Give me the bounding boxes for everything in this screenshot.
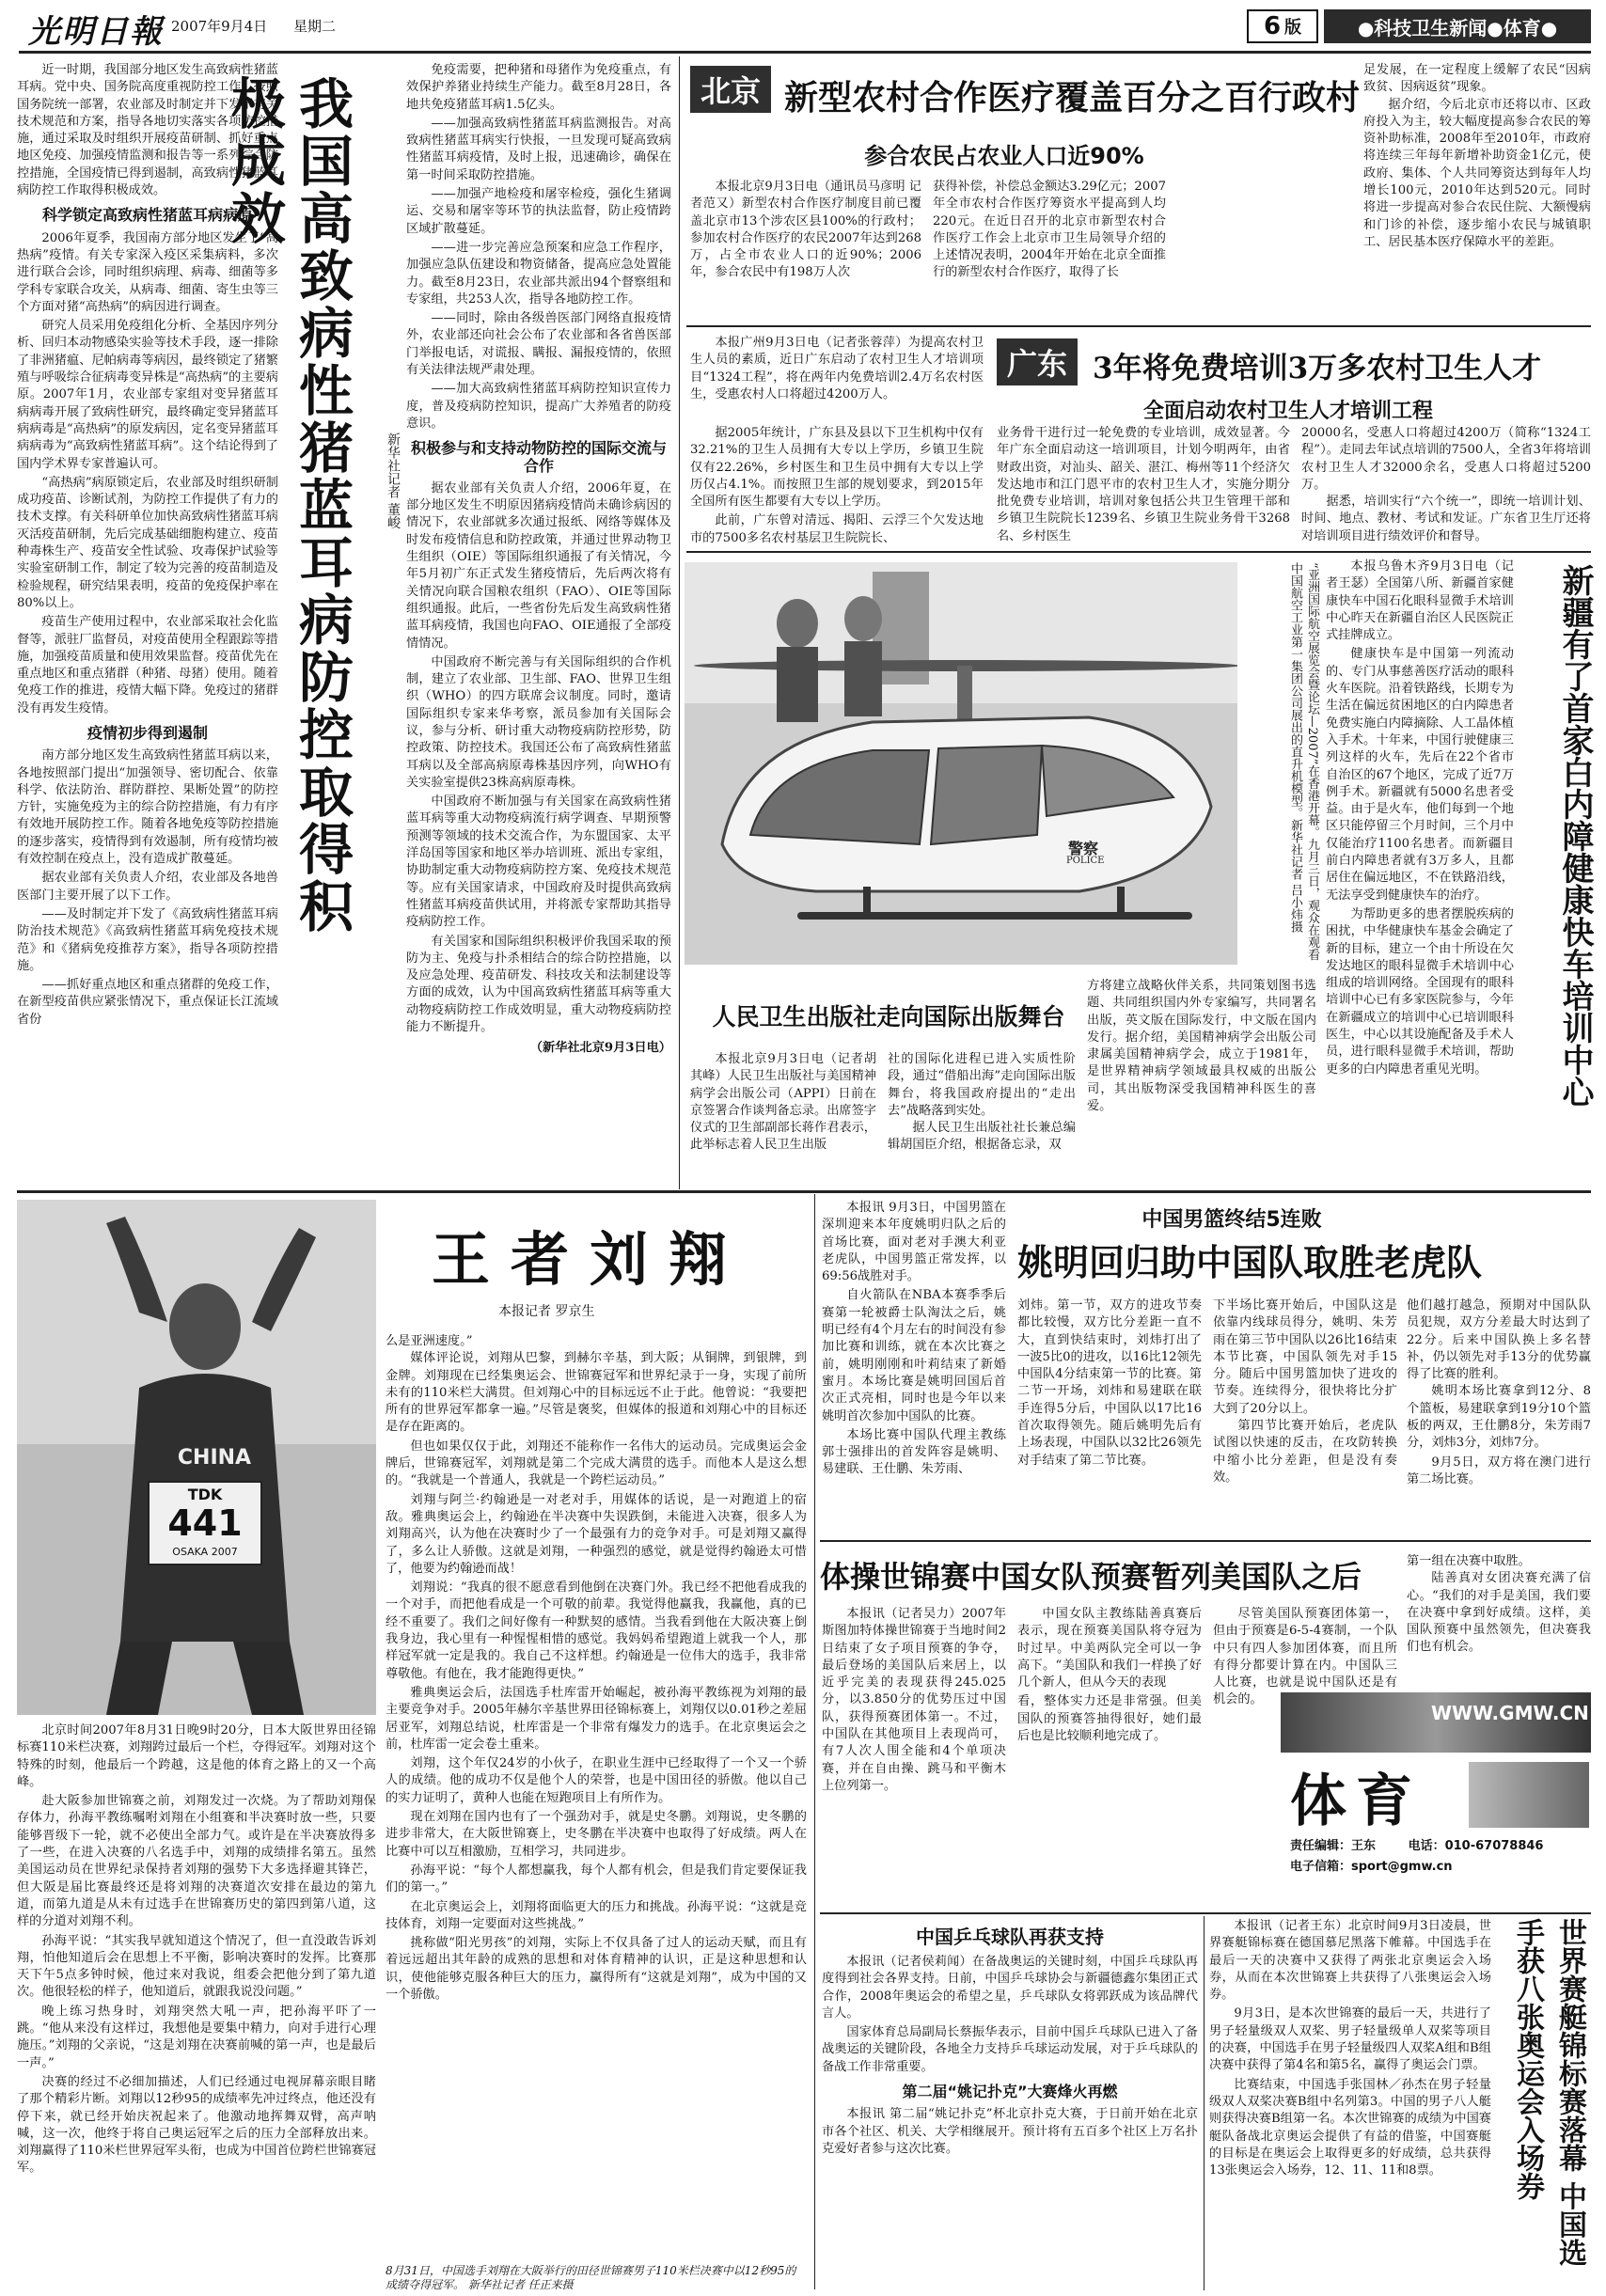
rowing-text (1209, 1918, 1491, 2288)
guangdong-text-col3 (1301, 425, 1591, 547)
gym-text-col3: 尽管美国队预赛团体第一，但由于预赛是6-5-4赛制，一个队中只有四人参加团体赛，而且所有得分都要计算在内。中国队三人比赛，也就是说中国队还是有机会的。 (1213, 1607, 1397, 1707)
guangdong-text-col2: 业务骨干进行过一轮免费的专业培训，成效显著。今年广东全面启动这一培训项目，计划今明两年，由省财政出资，对汕头、韶关、湛江、梅州等11个经济欠发达地市和江门恩平市的农村卫生人才，实施分期分批免费专业培训，培训对象包括公共卫生管理干部和乡镇卫生院院长1239名、乡镇卫生院业务骨干3268名、乡村医生 (997, 426, 1290, 543)
pig-para: 南方部分地区发生高致病性猪蓝耳病以来，各地按照部门提出“加强领导、密切配合、依靠科学、依法防治、群防群控、果断处置”的防控方针，实施免疫为主的综合防控措施，有力有序有效地开展防控工作。随着各地免疫等防控措施的逐步落实，疫情得到有效遏制，所有疫情均被有效控制在疫点上，没有造成扩散蔓延。 (17, 748, 278, 867)
masthead-weekday: 星期二 (293, 18, 337, 35)
liuxiang-text-bottom (17, 1722, 376, 2287)
liuxiang-para: 挑称做“阳光男孩”的刘翔，实际上不仅具备了过人的运动天赋，而且有着远远超出其年龄的成熟的思想和对体育精神的认识，正是这种思想和认识，使他能够克服各种巨大的压力，赢得所有“这就是刘翔”，成为中国的又一个骄傲。 (386, 1936, 807, 2002)
beijing-para: 据介绍，今后北京市还将以市、区政府投入为主，较大幅度提高参合农民的筹资补助标准，2008年至2010年，市政府将连续三年每年新增补助资金1亿元，使政府、集体、个人共同筹资达到每年人均增长100元，2010年达到520元。同时将进一步提高对参合农民住院、大额慢病和门诊的补偿，逐步缩小农民与城镇职工、居民基本医疗保障水平的差距。 (1363, 97, 1591, 249)
pig-para: ——加强产地检疫和屠宰检疫，强化生猪调运、交易和屠宰等环节的执法监督，防止疫情跨区域扩散蔓延。 (406, 187, 671, 236)
liuxiang-text-col2 (386, 1333, 807, 2264)
rowing-para: 比赛结束，中国选手张国林／孙杰在男子轻量级双人双桨决赛B组中名列第3。中国的男子八人艇则获得决赛B组第一名。本次世锦赛的成绩为中国赛艇队备战北京奥运会提供了有益的借鉴，中国赛艇的目标是在奥运会上取得更多的好成绩，总共获得13张奥运会入场券，12、11、11和8票。 (1209, 2077, 1491, 2178)
yaoji-para: 本报讯 第二届“姚记扑克”杯北京扑克大赛，于日前开始在北京市各个社区、机关、大学相继展开。预计将有五百多个社区上万名扑克爱好者参与这次比赛。 (822, 2107, 1198, 2156)
pig-subhead-1: 科学锁定高致病性猪蓝耳病病原 (41, 206, 253, 225)
gym-para: 陆善真对女团决赛充满了信心。“我们的对手是美国，我们要在决赛中拿到好成绩。这样，美国队预赛中虽然领先，但决赛我们也有机会。 (1407, 1571, 1591, 1655)
guangdong-para: 据2005年统计，广东县及县以下卫生机构中仅有32.21%的卫生人员拥有大专以上学历，乡镇卫生院仅有22.26%，乡村医生和卫生员中拥有大专以上学历仅占4.1%。而按照卫生部的规划要求，到2015年全国所有医生都要有大专以上学历。 (690, 426, 984, 510)
masthead-date: 2007年9月4日 (171, 18, 268, 35)
liuxiang-para: 现在刘翔在国内也有了一个强劲对手，就是史冬鹏。刘翔说，史冬鹏的进步非常大，在大阪世锦赛上，史冬鹏在半决赛中也取得了好成绩。两人在比赛中可以互相激励，互相学习，共同进步。 (386, 1810, 807, 1859)
sport-banner-url: WWW.GMW.CN (1431, 1702, 1589, 1724)
yao-para: 他们越打越急，预期对中国队队员犯规，双方分差最大时达到了22分。后来中国队换上多名替补，仍以领先对手13分的优势赢得了比赛的胜利。 (1407, 1298, 1591, 1382)
yao-text-col1: 刘炜。第一节，双方的进攻节奏都比较慢，双方比分差距一直不大，直到快结束时，刘炜打出了一波5比0的进攻，以16比12领先中国队4分结束第一节的比赛。第二节一开场，刘炜和易建联在联手连得5分后，中国队以17比16首次取得领先。随后姚明先后有上场表现，中国队以32比26领先对手结束了第二节比赛。 (1017, 1298, 1202, 1468)
liuxiang-caption: 8月31日，中国选手刘翔在大阪举行的田径世锦赛男子110米栏决赛中以12秒95的成绩夺得冠军。 新华社记者 任正来摄 (386, 2264, 796, 2291)
helicopter-illustration (685, 562, 1237, 965)
liuxiang-para: 媒体评论说，刘翔从巴黎，到赫尔辛基，到大阪；从铜牌，到银牌，到金牌。刘翔现在已经集奥运会、世锦赛冠军和世界纪录于一身，实现了前所未有的110米栏大满贯。但刘翔心中的目标远远不止于此。他曾说：“我要把所有的世界冠军都拿一遍。”尽管是褒奖，但媒体的报道和刘翔心中的目标还是存在距离的。 (386, 1351, 807, 1435)
pingpong-text (822, 1954, 1198, 2288)
pig-para: 研究人员采用免疫组化分析、全基因序列分析、回归本动物感染实验等技术手段，逐一排除了非洲猪瘟、尼帕病毒等病因，最终锁定了猪繁殖与呼吸综合征病毒变异株是“高热病”的主要病原。2007年1月，农业部专家组对变异猪蓝耳病病毒开展了致病性研究，最终确定变异猪蓝耳病病毒是“高热病”的原发病因，定名变异猪蓝耳病病毒为“高致病性猪蓝耳病”。这个结论得到了国内学术界专家普遍认可。 (17, 319, 278, 471)
gym-para: 看，整体实力还是非常强。但美国队的预赛答抽得很好，她们最后也是比较顺利地完成了。 (1017, 1694, 1202, 1744)
liuxiang-para: 雅典奥运会后，法国选手杜库雷开始崛起，被孙海平教练视为刘翔的最主要竞争对手。2005年赫尔辛基世界田径锦标赛上，刘翔仅以0.01秒之差屈居亚军，刘翔总结说，杜库雷是一个非常有爆发力的选手。在北京奥运会之前，杜库雷一定会卷土重来。 (386, 1685, 807, 1752)
sport-editor-line (1290, 1835, 1543, 1853)
pig-byline: 新华社记者 董峻 (386, 432, 401, 529)
liuxiang-para: 北京时间2007年8月31日晚9时20分，日本大阪世界田径锦标赛110米栏决赛，刘翔跨过最后一个栏，夺得冠军。刘翔对这个特殊的时刻，他最后一个跨越，这是他的体育之路上的又一个高峰。 (17, 1723, 376, 1789)
pingpong-headline: 中国乒乓球队再获支持 (916, 1926, 1104, 1948)
sport-banner-title: 体育 (1290, 1769, 1422, 1834)
helicopter-photo (685, 562, 1237, 965)
pig-para: 疫苗生产使用过程中，农业部采取社会化监督等，派驻厂监督员，对疫苗使用全程跟踪等措施，加强疫苗质量和使用效果监督。疫苗优先在重点地区和重点猪群（种猪、母猪）使用。随着免疫工作的推进，疫情大幅下降。免疫过的猪群没有再发生疫情。 (17, 615, 278, 716)
pig-para: 有关国家和国际组织积极评价我国采取的预防为主、免疫与扑杀相结合的综合防控措施，以及应急处理、疫苗研发、科技攻关和法制建设等方面的成效，认为中国高致病性猪蓝耳病等重大动物疫病防控工作成效明显，重大动物疫病防控能力不断提升。 (406, 934, 671, 1035)
masthead (0, 0, 1606, 49)
section-banner: ●科技卫生新闻●体育● (1324, 9, 1591, 43)
police-label: 警察 (1068, 840, 1099, 857)
bib-event: OSAKA 2007 (172, 1546, 238, 1558)
liuxiang-para: 在北京奥运会上，刘翔将面临更大的压力和挑战。孙海平说：“这就是竞技体育，刘翔一定要面对这些挑战。” (386, 1899, 807, 1931)
page-number-box (1247, 9, 1318, 43)
pig-para: ——加强高致病性猪蓝耳病监测报告。对高致病性猪蓝耳病实行快报，一旦发现可疑高致病性猪蓝耳病疫情，及时上报，迅速确诊，确保在第一时间采取防控措施。 (406, 116, 671, 182)
rule (820, 1540, 1591, 1542)
rowing-headline: 世界赛艇锦标赛落幕 中国选手获八张奥运会入场券 (1511, 1918, 1586, 2267)
liuxiang-byline: 本报记者 罗京生 (498, 1304, 595, 1319)
pig-para: 中国政府不断完善与有关国际组织的合作机制，建立了农业部、卫生部、FAO、世界卫生组织（WHO）的四方联席会议制度。同时，邀请国际组织专家来华考察，派员参加有关国际会议，参与分析、研讨重大动物疫病防控形势，防控政策、防控技术。我国还公布了高致病性猪蓝耳病以及全部高病原毒株基因序列，向WHO有关实验室提供23株高病原毒株。 (406, 654, 671, 790)
publishing-headline: 人民卫生出版社走向国际出版舞台 (712, 1003, 1065, 1030)
bib-number: 441 (167, 1502, 243, 1544)
beijing-text-col2: 获得补偿，补偿总金额达3.29亿元；2007年全市农村合作医疗筹资水平提高到人均220元。在近日召开的北京市新型农村合作医疗工作会上北京市卫生局领导介绍的上述情况表明，2004年开始在北京全面推行的新型农村合作医疗，取得了长 (933, 180, 1166, 280)
bib-sponsor: TDK (187, 1486, 223, 1503)
xinjiang-para: 为帮助更多的患者摆脱疾病的困扰，中华健康快车基金会确定了新的目标，建立一个由十所设在欠发达地区的眼科显微手术培训中心组成的培训网络。全国现有的眼科培训中心已有多家医院参与，今年在新疆成立的培训中心已培训眼科医生，中心以其设施配备及手术人员，进行眼科显微手术培训，帮助更多的白内障患者重见光明。 (1326, 906, 1514, 1077)
jersey-text: CHINA (177, 1446, 252, 1470)
beijing-subhead: 参合农民占农业人口近90% (864, 143, 1144, 169)
liuxiang-para: 刘翔与阿兰·约翰逊是一对老对手，用媒体的话说，是一对跑道上的宿敌。雅典奥运会上，约翰逊在半决赛中失误跌倒，未能进入决赛，很多人为刘翔高兴，认为他在决赛时少了一个最强有力的竞争对手。可是刘翔又赢得了，多么让人骄傲。这就是刘翔，一种强烈的感觉，就是觉得约翰逊太可惜了，他要为约翰逊而战！ (386, 1492, 807, 1576)
liuxiang-headline: 王者刘翔 (431, 1225, 748, 1294)
masthead-logo: 光明日報 (28, 13, 164, 51)
xinjiang-text (1326, 558, 1514, 1179)
gym-text-col2 (1017, 1606, 1202, 1907)
pig-para: ——抓好重点地区和重点猪群的免疫工作，在新型疫苗供应紧张情况下，重点保证长江流域省份 (17, 978, 278, 1027)
yao-para: 本场比赛中国队代理主教练郭士强排出的首发阵容是姚明、易建联、王仕鹏、朱芳雨、 (822, 1427, 1006, 1477)
sport-phone-label: 电话： (1408, 1839, 1445, 1853)
gym-para: 中国女队主教练陆善真赛后表示，现在预赛美国队将夺冠为时过早。中美两队完全可以一争高下。“美国队和我们一样换了好几个新人，但从今天的表现 (1017, 1607, 1202, 1691)
liuxiang-photo (17, 1200, 376, 1715)
sport-banner-image (1281, 1692, 1591, 1753)
pig-para: 据农业部有关负责人介绍，农业部及各地兽医部门主要开展了以下工作。 (17, 871, 278, 903)
liuxiang-para: 孙海平说：“其实我早就知道这个情况了，但一直没敢告诉刘翔，怕他知道后会在思想上不平衡，影响决赛时的发挥。比赛那天下午5点多钟时候，他过来对我说，组委会把他分到了第九道次。他很轻松的样子，他知道后，就跟我说没问题。” (17, 1933, 376, 2000)
pig-para: 免疫需要，把种猪和母猪作为免疫重点，有效保护养猪业持续生产能力。截至8月28日，各地共免疫猪蓝耳病1.5亿头。 (406, 63, 671, 112)
sport-email-line (1290, 1856, 1453, 1874)
yao-kicker: 中国男篮终结5连败 (1142, 1208, 1322, 1232)
sport-banner (1281, 1692, 1591, 1909)
pig-main-headline: 我国高致病性猪蓝耳病防控取得积极成效 (222, 75, 354, 936)
pig-para: ——加大高致病性猪蓝耳病防控知识宣传力度，普及疫病防控知识，提高广大养殖者的防疫意识。 (406, 382, 671, 431)
beijing-text-col1: 本报北京9月3日电（通讯员马彦明 记者范又）新型农村合作医疗制度目前已覆盖北京市13个涉农区县100%的行政村；参加农村合作医疗的农民2007年达到268万，占全市农业人口的近90%；2006年，参合农民中有198万人次 (690, 180, 921, 280)
gym-para: 第一组在决赛中取胜。 (1407, 1554, 1531, 1568)
sport-email-label: 电子信箱： (1290, 1860, 1352, 1874)
pig-para: ——及时制定并下发了《高致病性猪蓝耳病防治技术规范》《高致病性猪蓝耳病免疫技术规范》和《猪病免疫推荐方案》，指导各项防控措施。 (17, 906, 278, 973)
pig-credit: （新华社北京9月3日电） (529, 1041, 671, 1056)
sport-email: sport@gmw.cn (1351, 1860, 1453, 1874)
pig-para: 据农业部有关负责人介绍，2006年夏，在部分地区发生不明原因猪病疫情尚未确诊病因的情况下，农业部就多次通过报纸、网络等媒体及时发布疫情信息和防控政策，并通过世界动物卫生组织（OIE）等国际组织通报了有关情况，今年5月初广东正式发生猪疫情后，先后两次将有关情况向联合国粮农组织（FAO）、OIE等国际组织通报。此后，一些省份先后发生高致病性猪蓝耳病疫情，我国也向FAO、OIE通报了全部疫情情况。 (406, 480, 671, 651)
guangdong-para: 此前，广东曾对清远、揭阳、云浮三个欠发达地市的7500多名农村基层卫生院院长、 (690, 513, 984, 545)
column-divider (814, 1194, 815, 2289)
police-label-en: POLICE (1066, 856, 1105, 866)
yao-text-col2 (1213, 1297, 1397, 1533)
page-unit: 版 (1284, 18, 1302, 38)
guangdong-city-box: 广东 (997, 338, 1078, 385)
guangdong-lead: 本报广州9月3日电（记者张蓉萍）为提高农村卫生人员的素质，近日广东启动了农村卫生人才培训项目“1324工程”，将在两年内免费培训2.4万名农村医生，受惠农村人口将超过4200万人。 (690, 336, 984, 401)
rowing-para: 本报讯（记者王东）北京时间9月3日凌晨，世界赛艇锦标赛在德国慕尼黑落下帷幕。中国选手在最后一天的决赛中又获得了两张北京奥运会入场券，从而在本次世锦赛上共获得了八张奥运会入场券。 (1209, 1919, 1491, 2003)
sport-phone: 010-67078846 (1444, 1839, 1544, 1853)
masthead-rule (19, 51, 1591, 54)
yaoji-headline: 第二届“姚记扑克”大赛烽火再燃 (902, 2083, 1118, 2101)
pig-para: 中国政府不断加强与有关国家在高致病性猪蓝耳病等重大动物疫病流行病学调查、早期预警预测等领域的技术交流合作，为东盟国家、太平洋岛国等国家和地区举办培训班、派出专家组，协助制定重大动物疫病防控方案、免疫技术规范等。应有关国家请求，中国政府及时提供高致病性猪蓝耳病疫苗供试用，并将派专家帮助其指导疫病防控工作。 (406, 794, 671, 930)
liuxiang-para: 刘翔，这个年仅24岁的小伙子，在职业生涯中已经取得了一个又一个骄人的成绩。他的成功不仅是他个人的荣誉，也是中国田径的骄傲。他以自己的实力证明了，黄种人也能在短跑项目上有所作为。 (386, 1756, 807, 1805)
guangdong-para: 据悉，培训实行“六个统一”，即统一培训计划、时间、地点、教材、考试和发证。广东省卫生厅还将对培训项目进行绩效评价和督导。 (1301, 495, 1591, 543)
publishing-text-col2 (888, 1051, 1076, 1181)
rule (686, 551, 1591, 553)
pingpong-para: 国家体育总局副局长蔡振华表示，目前中国乒乓球队已进入了备战奥运的关键阶段，各地全力支持乒乓球运动发展，对于乒乓球队的备战工作非常重要。 (822, 2025, 1198, 2074)
publishing-text-col3: 方将建立战略伙伴关系，共同策划图书选题、共同组织国内外专家编写，共同署名出版，英文版在国际发行，中文版在国内发行。据介绍，美国精神病学会出版公司隶属美国精神病学会，成立于1981年，是世界精神病学领域最具权威的出版公司，其出版物深受我国精神科医生的喜爱。 (1087, 979, 1316, 1114)
gym-text-col4 (1407, 1553, 1591, 1685)
section-rule (17, 1190, 1591, 1193)
yao-para: 本报讯 9月3日，中国男篮在深圳迎来本年度姚明归队之后的首场比赛，面对老对手澳大利亚老虎队，中国男篮正常发挥，以69:56战胜对手。 (822, 1201, 1006, 1284)
yao-para: 第四节比赛开始后，老虎队试图以快速的反击，在攻防转换中缩小比分差距，但是没有奏效。 (1213, 1419, 1397, 1485)
publishing-text-col1: 本报北京9月3日电（记者胡其峰）人民卫生出版社与美国精神病学会出版公司（APPI）日前在京签署合作谈判备忘录。出席签字仪式的卫生部副部长蒋作君表示，此举标志着人民卫生出版 (690, 1052, 876, 1153)
pingpong-para: 本报讯（记者侯莉闻）在备战奥运的关键时刻，中国乒乓球队再度得到社会各界支持。日前，中国乒乓球协会与新疆德鑫尔集团正式合作，2008年奥运会的希望之星，乒乓球队女将郭跃成为该品牌代言人。 (822, 1955, 1198, 2021)
liuxiang-para: 决赛的经过不必细加描述，人们已经通过电视屏幕亲眼目睹了那个精彩片断。刘翔以12秒95的成绩率先冲过终点，他还没有停下来，就已经开始庆祝起来了。他激动地挥舞双臂，高声呐喊，这一次，他终于将自己奥运冠军之后的压力全部释放出来。刘翔赢得了110米栏世界冠军头衔，也成为中国首位跨栏世锦赛冠军。 (17, 2074, 376, 2176)
liuxiang-para: 么是亚洲速度。” (386, 1334, 473, 1348)
pig-para: ——同时，除由各级兽医部门网络直报疫情外，农业部还向社会公布了农业部和各省兽医部门举报电话，对谎报、瞒报、漏报疫情的，依照有关法律法规严肃处理。 (406, 311, 671, 378)
sport-editor-label: 责任编辑： (1290, 1839, 1352, 1853)
gym-text-col1: 本报讯（记者吴力）2007年斯图加特体操世锦赛于当地时间2日结束了女子项目预赛的争夺，最后登场的美国队后来居上，以近乎完美的表现获得245.025分，以3.850分的优势压过中国队，获得预赛团体第一。不过，中国队在其他项目上表现尚可，有7人次人围全能和4个单项决赛，并在自由操、跳马和平衡木上位列第一。 (822, 1607, 1006, 1793)
pig-article-col2 (406, 62, 671, 1172)
yao-para: 自火箭队在NBA本赛季季后赛第一轮被爵士队淘汰之后，姚明已经有4个月左右的时间没有参加比赛和训练，就在本次比赛之前，姚明刚刚和叶莉结束了新婚蜜月。本场比赛是姚明回国后首次正式亮相，同时也是今年以来姚明首次参加中国队的比赛。 (822, 1288, 1006, 1423)
sport-editor: 王东 (1351, 1839, 1377, 1853)
liuxiang-para: 晚上练习热身时，刘翔突然大吼一声，把孙海平吓了一跳。“他从来没有这样过，我想他是要集中精力，向对手进行心理施压。”刘翔的父亲说，“这是刘翔在决赛前喊的第一声，也是最后一声。” (17, 2004, 376, 2070)
xinjiang-para: 本报乌鲁木齐9月3日电（记者王瑟）全国第八所、新疆首家健康快车中国石化眼科显微手术培训中心昨天在新疆自治区人民医院正式挂牌成立。 (1326, 559, 1514, 643)
yao-headline: 姚明回归助中国队取胜老虎队 (1017, 1241, 1483, 1283)
pig-para: ——进一步完善应急预案和应急工作程序，加强应急队伍建设和物资储备，提高应急处置能力。截至8月23日，农业部共派出94个督察组和专家组，共253人次，指导各地防控工作。 (406, 240, 671, 307)
liuxiang-para: 但也如果仅仅于此，刘翔还不能称作一名伟大的运动员。完成奥运会金牌后，世锦赛冠军，刘翔就是第二个完成大满贯的选手。而他本人是这么想的。“我就是一个普通人，我就是一个跨栏运动员。” (386, 1439, 807, 1488)
column-divider (679, 56, 680, 1189)
liuxiang-para: 赴大阪参加世锦赛之前，刘翔发过一次烧。为了帮助刘翔保存体力，孙海平教练嘱咐刘翔在小组赛和半决赛时放一些，只要能够晋级下一轮，就不必使出全部力气。或许是在半决赛放得多了一些，在进入决赛的八名选手中，刘翔的成绩排名第五。虽然美国运动员在世界纪录保持者刘翔的强势下大多选择避其锋芒，但大阪是届比赛最终还是将刘翔的决赛道次安排在最边的第九道，而第九道是从未有过选手在世锦赛历史的第四到第八道，这样的分道对刘翔不利。 (17, 1794, 376, 1929)
pig-subhead-2: 疫情初步得到遏制 (87, 723, 208, 742)
beijing-city-box: 北京 (690, 66, 771, 113)
yao-para: 下半场比赛开始后，中国队这是依靠内线球员得分，姚明、朱芳雨在第三节中国队以26比16结束本节比赛，中国队领先对手15分。随后中国男篮加快了进攻的节奏。连续得分，很快将比分扩大到了20分以上。 (1213, 1298, 1397, 1416)
beijing-text-col3 (1363, 62, 1591, 325)
pig-para: 2006年夏季，我国南方部分地区发生了“高热病”疫情。有关专家深入疫区采集病料，多次进行联合会诊，同时组织病理、病毒、细菌等多学科专家联合攻关，从病毒、细菌、寄生虫等三个方面对猪“高热病”的病因进行调查。 (17, 230, 278, 314)
liuxiang-para: 刘翔说：“我真的很不愿意看到他倒在决赛门外。我已经不把他看成我的一个对手，而把他看成是一个可敬的前辈。我觉得他赢我，我赢他，真的已经不重要了。我们之间好像有一种默契的感情。当我看到他在大阪决赛上倒我身边，我心里有一种惺惺相惜的感觉。我妈妈希望跑道上就我一个人，那样冠军就一定是我的。我自己不这样想。约翰逊是一位伟大的选手，我非常尊敬他。有他在，我才能跑得更快。” (386, 1580, 807, 1681)
helicopter-caption: “亚洲国际航空展览会暨论坛—2007”在香港开幕。九月三日，观众在观看中国航空工业第一集团公司展出的直升机模型。新华社记者 吕小炜摄 (1288, 562, 1319, 961)
pig-para: “高热病”病原锁定后，农业部及时组织研制成功疫苗、诊断试剂，为防控工作提供了有力的技术支撑。有关科研单位加快高致病性猪蓝耳病灭活疫苗研制，先后完成基础细胞构建立、疫苗种毒株生产、疫苗安全性试验、攻毒保护试验等实验室研制工作，制定了较为完善的疫苗制造及检验规程，研究结果表明，疫苗的免疫保护率在80%以上。 (17, 475, 278, 610)
yao-para: 9月5日，双方将在澳门进行第二场比赛。 (1407, 1455, 1591, 1486)
guangdong-headline: 3年将免费培训3万多农村卫生人才 (1093, 352, 1542, 385)
xinjiang-headline: 新疆有了首家白内障健康快车培训中心 (1556, 564, 1594, 1108)
pig-para: 近一时期，我国部分地区发生高致病性猪蓝耳病。党中央、国务院高度重视防控工作，按照国务院统一部署，农业部及时制定并下发了有关技术规范和方案，指导各地切实落实各项防控措施，通过采取及时组织开展疫苗研制、抓好重点地区免疫、加强疫情监测和报告等一系列综合防控措施，全国疫情已得到遏制，高致病性猪蓝耳病防控工作取得积极成效。 (17, 63, 278, 198)
beijing-headline: 新型农村合作医疗覆盖百分之百行政村 (784, 78, 1361, 118)
guangdong-para: 20000名，受惠人口将超过4200万（简称“1324工程”）。走同去年试点培训的7500人，全省3年将培训农村卫生人才32000余名，受惠人口将超过5200万。 (1301, 426, 1591, 492)
beijing-para: 足发展，在一定程度上缓解了农民“因病致贫、因病返贫”现象。 (1363, 63, 1591, 95)
rowing-para: 9月3日，是本次世锦赛的最后一天，共进行了男子轻量级双人双桨、男子轻量级单人双桨等项目的决赛，中国选手在男子轻量级四人双桨A组和B组决赛中获得了第4名和第5名，赢得了奥运会门票。 (1209, 2006, 1491, 2073)
rule (820, 1912, 1591, 1914)
xinjiang-para: 健康快车是中国第一列流动的、专门从事慈善医疗活动的眼科火车医院。沿着铁路线，长期专为生活在偏远贫困地区的白内障患者免费实施白内障摘除、人工晶体植入手术。十年来，中国行驶健康三列这样的火车，先后在22个省市自治区的67个地区，完成了近7万例手术。新疆就有5000名患者受益。由于是火车，他们每到一个地区只能停留三个月时间，三个月中仅能治疗1100名患者。而新疆目前白内障患者就有3万多人，且都居住在偏远地区，不在铁路沿线，无法享受到健康快车的治疗。 (1326, 647, 1514, 903)
pig-subhead-3: 积极参与和支持动物防控的国际交流与合作 (410, 439, 667, 475)
rule (686, 325, 1591, 327)
publishing-para: 社的国际化进程已进入实质性阶段，通过“借船出海”走向国际出版舞台，将我国政府提出的“走出去”战略落到实处。 (888, 1052, 1076, 1118)
guangdong-text-col1 (690, 425, 984, 547)
page-number: 6 (1263, 12, 1282, 40)
sport-banner-runners (1469, 1762, 1589, 1828)
yao-side-text (822, 1200, 1006, 1533)
liuxiang-para: 孙海平说：“每个人都想赢我，每个人都有机会，但是我们肯定要保证我们的第一。” (386, 1863, 807, 1895)
guangdong-subhead: 全面启动农村卫生人才培训工程 (1142, 400, 1433, 423)
yao-text-col3 (1407, 1297, 1591, 1533)
yao-para: 姚明本场比赛拿到12分、8个篮板，易建联拿到19分10个篮板的两双，王仕鹏8分，朱芳雨7分，刘炜3分，刘炜7分。 (1407, 1384, 1591, 1451)
gym-headline: 体操世锦赛中国女队预赛暂列美国队之后 (820, 1559, 1362, 1595)
publishing-para: 据人民卫生出版社社长兼总编辑胡国臣介绍，根据备忘录，双 (888, 1121, 1076, 1153)
